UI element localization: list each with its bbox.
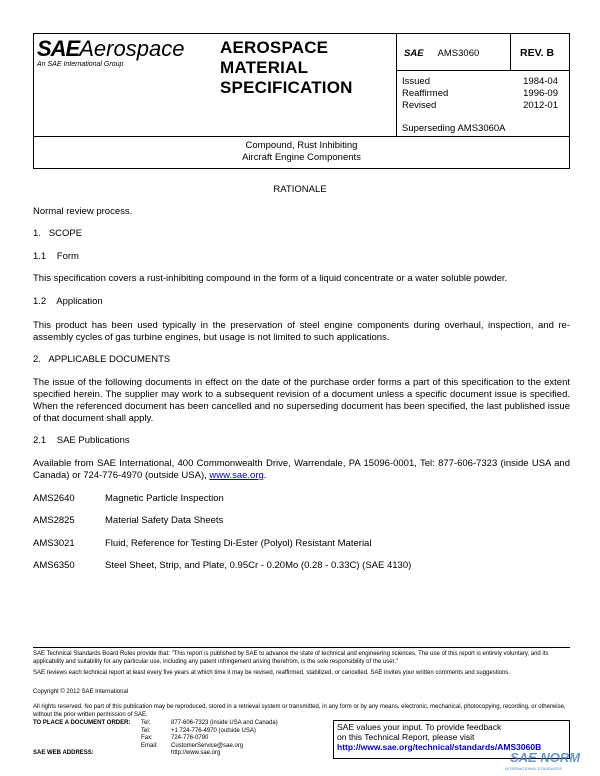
reference-code: AMS6350 — [33, 560, 75, 571]
paragraph: This specification covers a rust-inhibiting compound in the form of a liquid concentrate or a water soluble powder. — [33, 273, 508, 284]
date-row: Issued 1984-04 — [402, 76, 558, 87]
logo-word: Aerospace — [79, 36, 185, 61]
date-row: Reaffirmed 1996-09 — [402, 88, 558, 99]
logo-subtitle: An SAE International Group — [37, 61, 124, 68]
phone-number: 877-606-7323 (inside USA and Canada) — [171, 720, 278, 726]
title-line: SPECIFICATION — [220, 78, 353, 97]
sae-mark: SAE — [404, 48, 424, 59]
footer-divider — [33, 647, 570, 648]
subject-box — [33, 137, 570, 169]
subsection-heading: 1.2 Application — [33, 296, 103, 307]
feedback-text: SAE values your input. To provide feedback — [337, 722, 502, 732]
date-row: Revised 2012-01 — [402, 100, 558, 111]
order-label: TO PLACE A DOCUMENT ORDER: — [33, 720, 131, 726]
doc-number: AMS3060 — [437, 48, 480, 59]
subject-line: Aircraft Engine Components — [242, 152, 361, 163]
reference-code: AMS2825 — [33, 515, 75, 526]
title-line: MATERIAL — [220, 58, 309, 77]
document-type-title — [220, 38, 353, 98]
footer-review-note: SAE reviews each technical report at least every five years at which time it may be revised, reaffirmed, stabilized, or cancelled. SAE invites your written comments and suggestions. — [33, 670, 511, 676]
list-item — [33, 560, 411, 571]
footer-disclaimer: SAE Technical Standards Board Rules provide that: "This report is published by SAE to advance the state of technical and engineering sciences. The use of this report is entirely voluntary, and its applicability and suitability for any particular use, including any patent infringement arising therefrom, is the sole responsibility of the user." — [33, 651, 549, 665]
email-address[interactable]: CustomerService@sae.org — [171, 742, 244, 749]
paragraph — [33, 458, 570, 482]
order-contact-block: TO PLACE A DOCUMENT ORDER: Tel: 877-606-7323 (inside USA and Canada) Tel: +1 724-776-4970 (outside USA) Fax: 724-776-0790 Email: CustomerService@sae.org SAE WEB ADDRESS: http://www.sae.org — [33, 720, 278, 756]
sae-website-link[interactable]: www.sae.org — [209, 470, 264, 481]
web-label: SAE WEB ADDRESS: — [33, 750, 94, 756]
logo-brand: SAE — [37, 36, 80, 61]
list-item — [33, 515, 223, 526]
superseding-note: Superseding AMS3060A — [402, 123, 506, 134]
reference-code: AMS3021 — [33, 538, 75, 549]
reference-title: Fluid, Reference for Testing Di-Ester (Polyol) Resistant Material — [105, 538, 372, 549]
rationale-text: Normal review process. — [33, 206, 133, 217]
web-address-link[interactable]: http://www.sae.org — [171, 750, 221, 756]
footer-copyright: Copyright © 2012 SAE International — [33, 689, 129, 695]
date-block — [402, 76, 558, 112]
header-divider — [396, 70, 570, 71]
paragraph-text: . — [263, 470, 267, 481]
phone-number: +1 724-776-4970 (outside USA) — [171, 727, 256, 734]
paragraph: The issue of the following documents in effect on the date of the purchase order forms a part of this specification to the extent specified herein. The supplier may work to a subsequent revision of a document unless a specific document issue is specified. When the referenced document has been cancelled and no superseding document has been specified, the last published issue of that document shall apply. — [33, 377, 570, 424]
watermark-logo: SAE NORM — [510, 750, 581, 765]
revision-label: REV. B — [520, 47, 555, 59]
reference-title: Magnetic Particle Inspection — [105, 493, 224, 504]
header-divider — [510, 34, 511, 70]
reference-title: Steel Sheet, Strip, and Plate, 0.95Cr - 0.20Mo (0.28 - 0.33C) (SAE 4130) — [105, 560, 412, 571]
title-line: AEROSPACE — [220, 38, 329, 57]
footer-rights: All rights reserved. No part of this publication may be reproduced, stored in a retrieval system or transmitted, in any form or by any means, electronic, mechanical, photocopying, recording, or otherwise, without the prior written permission of SAE. — [33, 704, 566, 718]
sae-aerospace-logo — [37, 38, 185, 68]
paragraph-text: Available from SAE International, 400 Commonwealth Drive, Warrendale, PA 15096-0001, Tel: 877-606-7323 (inside USA and Canada) or 724-776-4970 (outside USA), — [33, 458, 570, 481]
subsection-heading: 1.1 Form — [33, 251, 79, 262]
section-heading: 2. APPLICABLE DOCUMENTS — [33, 354, 171, 365]
section-heading: 1. SCOPE — [33, 228, 83, 239]
paragraph: This product has been used typically in the preservation of steel engine components during overhaul, inspection, and re-assembly cycles of gas turbine engines, but usage is not limited to such applications. — [33, 320, 570, 343]
header-box — [33, 33, 570, 137]
subsection-heading: 2.1 SAE Publications — [33, 435, 130, 446]
list-item — [33, 493, 224, 504]
rationale-heading: RATIONALE — [273, 184, 327, 195]
document-number — [404, 48, 479, 59]
fax-number: 724-776-0790 — [171, 735, 209, 741]
list-item — [33, 538, 371, 549]
reference-title: Material Safety Data Sheets — [105, 515, 224, 526]
header-divider — [396, 34, 397, 137]
subject-line: Compound, Rust Inhibiting — [245, 140, 358, 151]
feedback-text: on this Technical Report, please visit — [337, 732, 475, 742]
feedback-link[interactable]: http://www.sae.org/technical/standards/AMS3060B — [337, 742, 542, 752]
watermark-subtext: INTERNATIONAL STANDARDS — [505, 766, 563, 771]
reference-code: AMS2640 — [33, 493, 75, 504]
